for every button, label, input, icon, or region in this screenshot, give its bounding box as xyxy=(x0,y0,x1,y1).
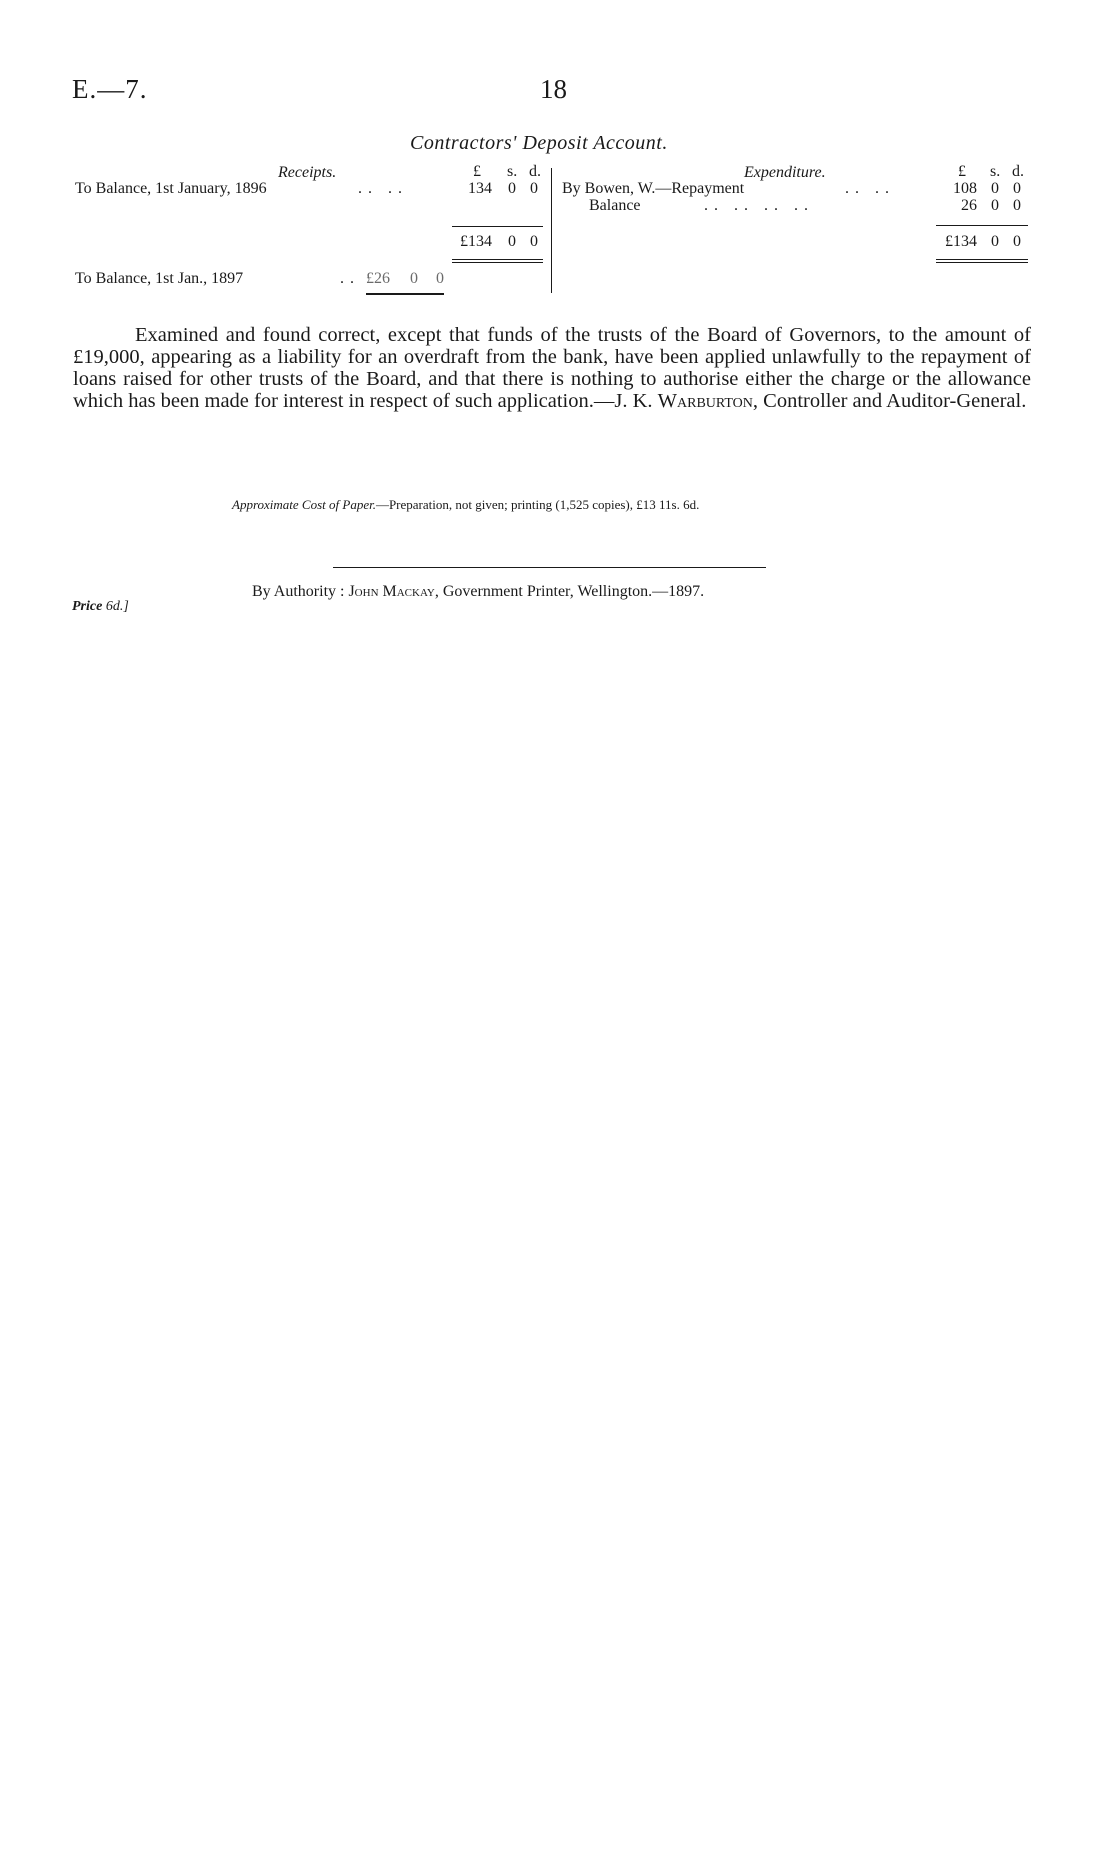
expenditure-unit-shillings: s. xyxy=(990,163,1001,180)
price xyxy=(72,599,129,615)
expenditure-total-double-rule xyxy=(936,259,1028,260)
receipts-row-pounds: 134 xyxy=(468,180,492,197)
expenditure-heading: Expenditure. xyxy=(744,164,826,181)
receipts-unit-pounds: £ xyxy=(473,163,481,180)
expenditure-row-shillings: 0 xyxy=(991,180,999,197)
audit-note xyxy=(73,324,1031,412)
footer-rule xyxy=(333,567,766,568)
receipts-total-rule xyxy=(452,226,543,227)
report-reference: E.—7. xyxy=(72,74,148,104)
account-title: Contractors' Deposit Account. xyxy=(410,132,668,154)
receipts-heading: Receipts. xyxy=(278,164,337,181)
expenditure-row-shillings: 0 xyxy=(991,197,999,214)
imprint-suffix: , Government Printer, Wellington.—1897. xyxy=(434,583,705,600)
receipts-carried-pence: 0 xyxy=(436,270,444,287)
expenditure-total-shillings: 0 xyxy=(991,233,999,250)
expenditure-total-pence: 0 xyxy=(1013,233,1021,250)
page-number: 18 xyxy=(540,74,567,104)
cost-label: Approximate Cost of Paper. xyxy=(232,497,376,512)
receipts-row-label: To Balance, 1st January, 1896 xyxy=(75,180,267,197)
receipts-carried-rule xyxy=(366,293,444,295)
receipts-row-pence: 0 xyxy=(530,180,538,197)
receipts-total-double-rule-lower xyxy=(452,262,543,263)
expenditure-unit-pence: d. xyxy=(1012,163,1024,180)
auditor-name: Warburton xyxy=(657,390,753,412)
expenditure-row-pence: 0 xyxy=(1013,197,1021,214)
receipts-row-leader: .. .. xyxy=(358,180,408,197)
receipts-row-shillings: 0 xyxy=(508,180,516,197)
expenditure-unit-pounds: £ xyxy=(958,163,966,180)
expenditure-row-leader: .. .. .. .. xyxy=(704,197,814,214)
receipts-carried-label: To Balance, 1st Jan., 1897 xyxy=(75,270,244,287)
expenditure-row-pence: 0 xyxy=(1013,180,1021,197)
expenditure-row-label: By Bowen, W.—Repayment xyxy=(562,180,745,197)
receipts-carried-shillings: 0 xyxy=(410,270,418,287)
receipts-total-double-rule xyxy=(452,259,543,260)
expenditure-row-label: Balance xyxy=(589,197,641,214)
expenditure-total-pounds: £134 xyxy=(945,233,977,250)
receipts-total-shillings: 0 xyxy=(508,233,516,250)
receipts-unit-pence: d. xyxy=(529,163,541,180)
price-label: Price xyxy=(72,599,103,614)
auditor-title: , Controller and Auditor-General. xyxy=(752,390,1027,412)
expenditure-row-leader: .. .. xyxy=(845,180,895,197)
account-center-divider xyxy=(551,168,552,293)
expenditure-row-pounds: 26 xyxy=(961,197,977,214)
receipts-total-pounds: £134 xyxy=(460,233,492,250)
cost-of-paper xyxy=(232,497,699,513)
receipts-carried-pounds: £26 xyxy=(366,270,390,287)
expenditure-total-double-rule-lower xyxy=(936,262,1028,263)
receipts-total-pence: 0 xyxy=(530,233,538,250)
receipts-unit-shillings: s. xyxy=(507,163,518,180)
printer-name: John Mackay xyxy=(348,583,435,600)
cost-text: —Preparation, not given; printing (1,525 copies), £13 11s. 6d. xyxy=(375,497,700,512)
imprint-prefix: By Authority : xyxy=(252,583,349,600)
expenditure-total-rule xyxy=(936,225,1028,226)
expenditure-row-pounds: 108 xyxy=(953,180,977,197)
receipts-carried-leader: .. xyxy=(340,270,360,287)
printer-imprint xyxy=(252,583,704,601)
audit-note-text: Examined and found correct, except that funds of the trusts of the Board of Governors, to the amount of £19,000, appearing as a liability for an overdraft from the bank, have been applied unlawfully to the repayment of loans raised for other trusts of the Board, and that there is nothing to authorise either the charge or the allowance which has been made for interest in respect of such application.—J. K. xyxy=(73,324,1031,412)
price-value: 6d.] xyxy=(105,599,129,614)
